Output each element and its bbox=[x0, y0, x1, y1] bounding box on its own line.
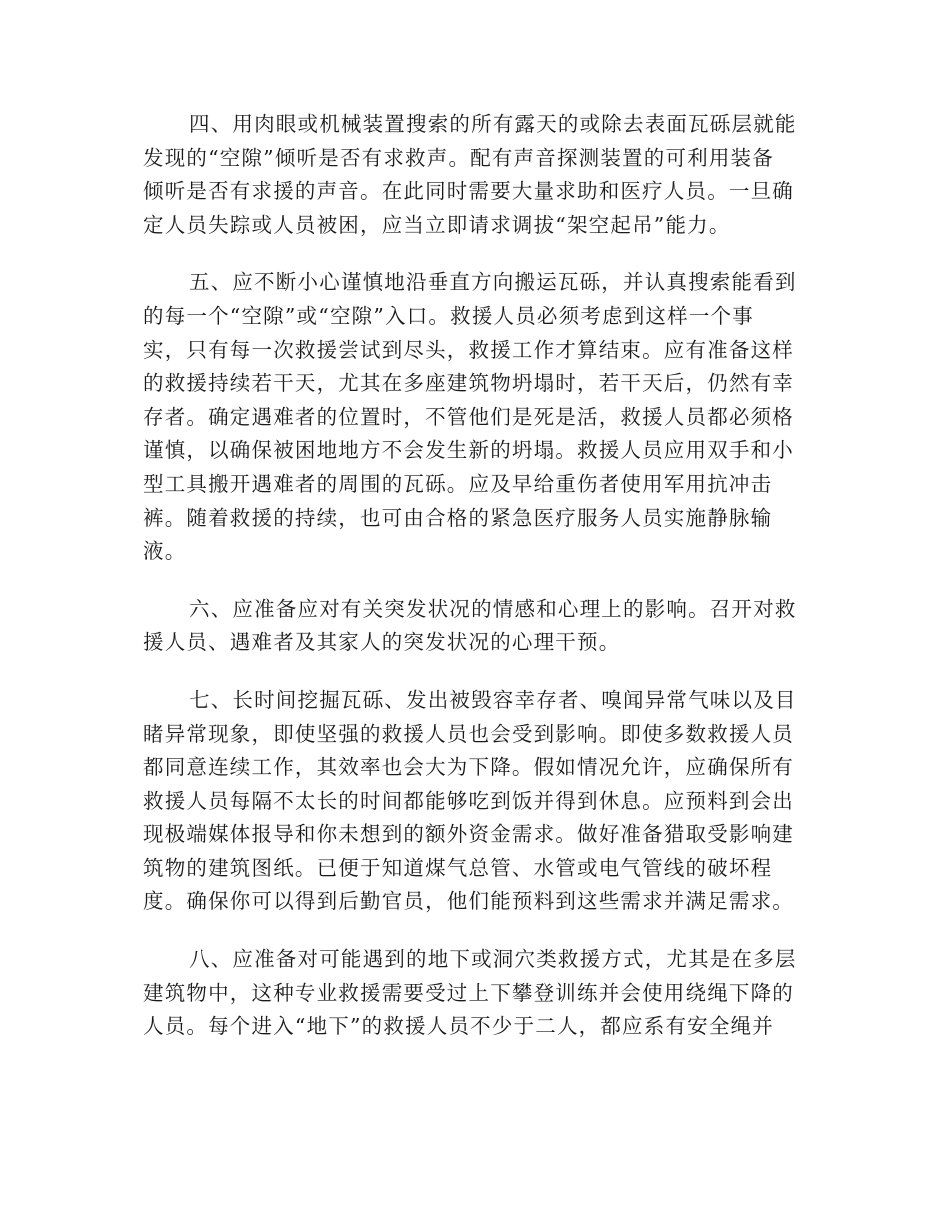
paragraph-8 bbox=[143, 943, 803, 1044]
text-line: 睹异常现象，即使坚强的救援人员也会受到影响。即使多数救援人员 bbox=[143, 721, 794, 746]
text-line: 都同意连续工作，其效率也会大为下降。假如情况允许，应确保所有 bbox=[143, 755, 794, 780]
text-line: 筑物的建筑图纸。已便于知道煤气总管、水管或电气管线的破坏程 bbox=[143, 855, 773, 880]
text-line: 建筑物中，这种专业救援需要受过上下攀登训练并会使用绕绳下降的 bbox=[143, 980, 794, 1005]
text-line: 发现的“空隙”倾听是否有求救声。配有声音探测装置的可利用装备 bbox=[143, 145, 774, 170]
text-line: 七、长时间挖掘瓦砾、发出被毁容幸存者、嗅闻异常气味以及目 bbox=[189, 687, 797, 712]
text-line: 实，只有每一次救援尝试到尽头，救援工作才算结束。应有准备这样 bbox=[143, 337, 794, 362]
text-line: 存者。确定遇难者的位置时，不管他们是死是活，救援人员都必须格 bbox=[143, 404, 794, 429]
text-line: 定人员失踪或人员被困，应当立即请求调拔“架空起吊”能力。 bbox=[143, 212, 731, 237]
document-page bbox=[143, 108, 803, 1068]
text-line: 人员。每个进入“地下”的救援人员不少于二人，都应系有安全绳并 bbox=[143, 1014, 774, 1039]
text-line: 六、应准备应对有关突发状况的情感和心理上的影响。召开对救 bbox=[189, 596, 797, 621]
text-line: 液。 bbox=[143, 539, 187, 564]
paragraph-4 bbox=[143, 108, 803, 242]
text-line: 救援人员每隔不太长的时间都能够吃到饭并得到休息。应预料到会出 bbox=[143, 788, 794, 813]
text-line: 的每一个“空隙”或“空隙”入口。救援人员必须考虑到这样一个事 bbox=[143, 303, 754, 328]
text-line: 的救援持续若干天，尤其在多座建筑物坍塌时，若干天后，仍然有幸 bbox=[143, 371, 794, 396]
text-line: 四、用肉眼或机械装置搜索的所有露天的或除去表面瓦砾层就能 bbox=[189, 112, 797, 136]
text-line: 度。确保你可以得到后勤官员，他们能预料到这些需求并满足需求。 bbox=[143, 889, 794, 914]
text-line: 五、应不断小心谨慎地沿垂直方向搬运瓦砾，并认真搜索能看到 bbox=[189, 270, 797, 295]
paragraph-6 bbox=[143, 593, 803, 660]
text-line: 谨慎，以确保被困地地方不会发生新的坍塌。救援人员应用双手和小 bbox=[143, 438, 794, 463]
paragraph-7 bbox=[143, 684, 803, 919]
text-line: 援人员、遇难者及其家人的突发状况的心理干预。 bbox=[143, 630, 621, 655]
paragraph-5 bbox=[143, 266, 803, 568]
text-line: 型工具搬开遇难者的周围的瓦砾。应及早给重伤者使用军用抗冲击 bbox=[143, 471, 773, 496]
text-line: 现极端媒体报导和你未想到的额外资金需求。做好准备猎取受影响建 bbox=[143, 822, 794, 847]
text-line: 裤。随着救援的持续，也可由合格的紧急医疗服务人员实施静脉输 bbox=[143, 505, 773, 530]
text-line: 八、应准备对可能遇到的地下或洞穴类救援方式，尤其是在多层 bbox=[189, 947, 797, 972]
text-line: 倾听是否有求援的声音。在此同时需要大量求助和医疗人员。一旦确 bbox=[143, 179, 794, 204]
